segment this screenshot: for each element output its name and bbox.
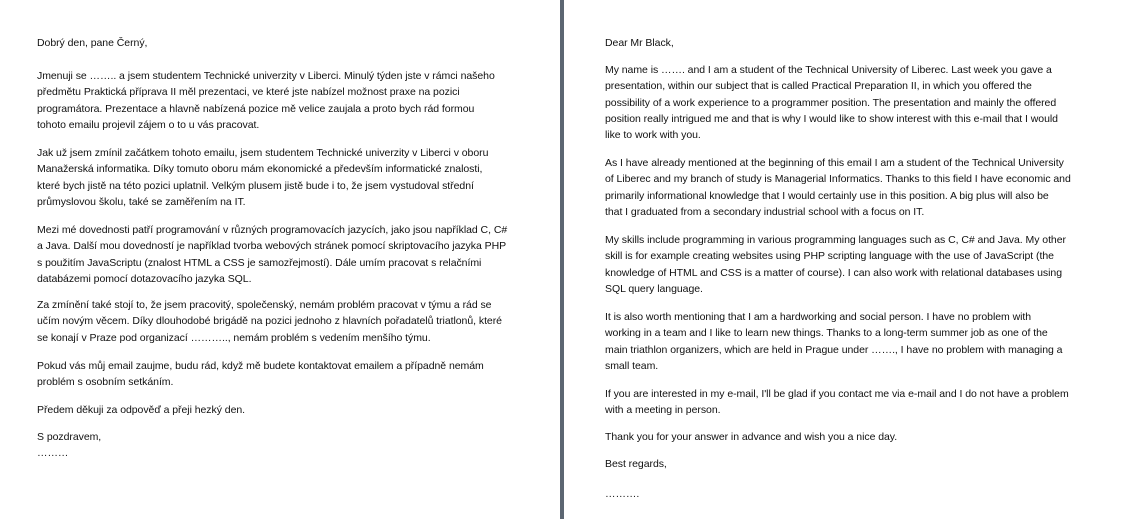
czech-letter-page [37, 0, 527, 519]
text-line: main triathlon organizers, which are held in Prague under ……., I have no problem with managing a [605, 343, 1063, 356]
text-line: Manažerská informatika. Díky tomuto oboru mám ekonomické a především informatické znalosti, [37, 163, 483, 176]
text-line: které bych jistě na této pozici uplatnil. Velkým plusem jistě bude i to, že jsem vystudoval střední [37, 179, 474, 192]
text-line: S pozdravem, [37, 431, 102, 443]
text-line: databázemi pomocí dotazovacího jazyka SQL. [37, 272, 252, 285]
text-line: It is also worth mentioning that I am a hardworking and social person. I have no problem with [605, 311, 1032, 323]
english-paragraph-1 [605, 62, 1095, 143]
text-line: Za zmínění také stojí to, že jsem pracovitý, společenský, nemám problém pracovat v týmu a rád se [37, 299, 492, 311]
text-line: If you are interested in my e-mail, I'll be glad if you contact me via e-mail and I do not have a problem [605, 388, 1069, 400]
text-line: position really intrigued me and that is why I would like to show interest with this e-mail that I would [605, 112, 1058, 125]
text-line: My name is ……. and I am a student of the Technical University of Liberec. Last week you gave a [605, 64, 1052, 76]
text-line: SQL query language. [605, 282, 703, 295]
text-line: of Liberec and my branch of study is Managerial Informatics. Thanks to this field I have economic and [605, 173, 1071, 186]
english-paragraph-2 [605, 155, 1095, 220]
text-line: primarily informational knowledge that I would certainly use in this position. A big plus will also be [605, 189, 1049, 202]
text-line: small team. [605, 359, 659, 372]
text-line: Pokud vás můj email zaujme, budu rád, když mě budete kontaktovat emailem a případně nemám [37, 360, 484, 372]
czech-paragraph-2 [37, 145, 527, 210]
czech-paragraph-5 [37, 358, 527, 391]
text-line: se konají v Praze pod organizací ……….., nemám problém s vedením menšího týmu. [37, 331, 431, 344]
signature-placeholder: ……… [37, 447, 69, 460]
text-line: Best regards, [605, 458, 667, 470]
text-line: a Java. Další mou dovedností je například tvorba webových stránek pomocí skriptovacího jazyka PHP [37, 240, 507, 253]
czech-closing [37, 429, 527, 462]
english-closing [605, 456, 1095, 472]
text-line: with a meeting in person. [605, 404, 721, 417]
english-greeting: Dear Mr Black, [605, 37, 674, 49]
english-paragraph-4 [605, 309, 1095, 374]
text-line: tohoto emailu projevil zájem o to u vás pracovat. [37, 118, 260, 131]
english-paragraph-6 [605, 429, 1095, 445]
text-line: skill is for example creating websites using PHP scripting language with the use of JavaScript (the [605, 250, 1054, 263]
text-line: My skills include programming in various programming languages such as C, C# and Java. My other [605, 234, 1066, 246]
text-line: possibility of a work experience to a programmer position. The presentation and mainly the offered [605, 96, 1057, 109]
english-paragraph-5 [605, 386, 1095, 419]
text-line: učím novým věcem. Díky dlouhodobé brigádě na pozici jednoho z hlavních pořadatelů triatlonů, které [37, 315, 502, 328]
text-line: like to work with you. [605, 129, 701, 142]
text-line: knowledge of HTML and CSS is a matter of course). I can also work with relational databases using [605, 266, 1062, 279]
english-paragraph-3 [605, 232, 1095, 297]
text-line: s použitím JavaScriptu (znalost HTML a CSS je samozřejmostí). Dále umím pracovat s relačními [37, 256, 482, 269]
text-line: As I have already mentioned at the beginning of this email I am a student of the Technical University [605, 157, 1064, 169]
text-line: that I graduated from a secondary industrial school with a focus on IT. [605, 205, 925, 218]
czech-paragraph-6 [37, 402, 527, 418]
text-line: Jak už jsem zmínil začátkem tohoto emailu, jsem studentem Technické univerzity v Liberci v oboru [37, 147, 489, 159]
text-line: problém s osobním setkáním. [37, 376, 174, 389]
text-line: Jmenuji se …….. a jsem studentem Technické univerzity v Liberci. Minulý týden jste v rámci našeho [37, 70, 495, 82]
signature-placeholder: ………. [605, 488, 640, 500]
czech-paragraph-3 [37, 222, 527, 287]
text-line: průmyslovou školu, také se zaměřením na IT. [37, 195, 246, 208]
text-line: presentation, within our subject that is called Practical Preparation II, in which you offered the [605, 80, 1032, 93]
english-signature [605, 486, 1095, 502]
page-divider [560, 0, 564, 519]
text-line: Thank you for your answer in advance and wish you a nice day. [605, 431, 898, 443]
czech-greeting: Dobrý den, pane Černý, [37, 37, 148, 49]
czech-paragraph-1 [37, 68, 527, 133]
text-line: Předem děkuji za odpověď a přeji hezký den. [37, 404, 246, 416]
text-line: working in a team and I like to learn new things. Thanks to a long-term summer job as one of the [605, 327, 1048, 340]
czech-paragraph-4 [37, 297, 527, 346]
text-line: Mezi mé dovednosti patří programování v různých programovacích jazycích, jako jsou například C, C# [37, 224, 508, 236]
text-line: předmětu Praktická příprava II měl prezentaci, ve které jste nabízel možnost praxe na pozici [37, 86, 460, 99]
english-letter-page [605, 0, 1095, 519]
text-line: programátora. Prezentace a hlavně nabízená pozice mě velice zaujala a proto bych rád formou [37, 102, 475, 115]
